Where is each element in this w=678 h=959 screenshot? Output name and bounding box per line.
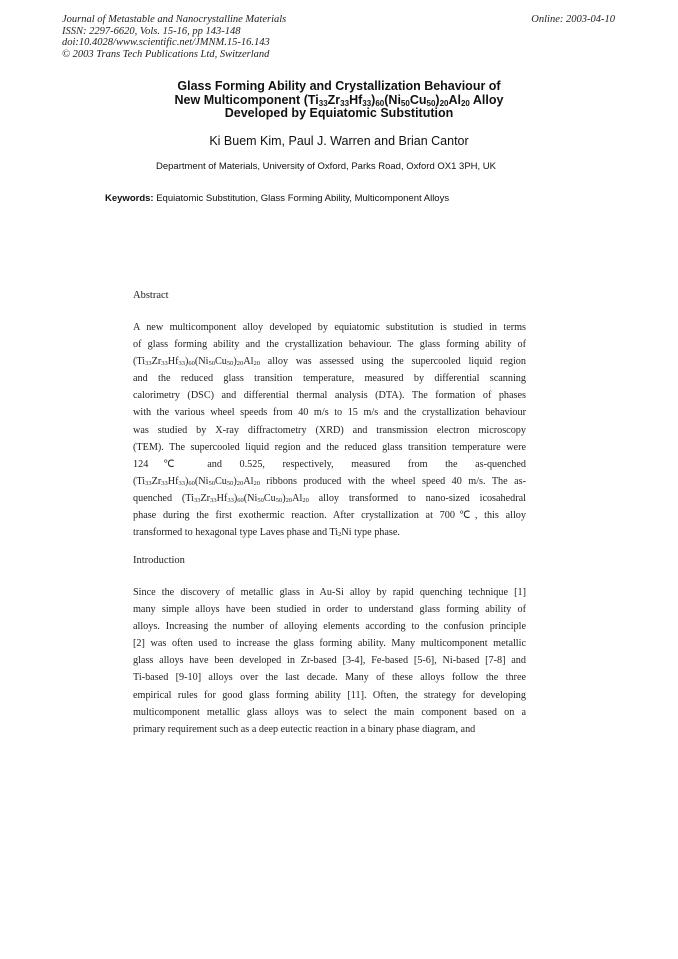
subscript: 33 [145, 479, 152, 487]
journal-name: Journal of Metastable and Nanocrystalline Materials [62, 14, 287, 25]
title-subscript: 33 [362, 98, 372, 108]
abstract-heading: Abstract [133, 290, 169, 301]
affiliation: Department of Materials, University of Oxford, Parks Road, Oxford OX1 3PH, UK [155, 161, 496, 172]
abstract-body [133, 319, 526, 541]
introduction-line: primary requirement such as a deep eutectic reaction in a binary phase diagram, and [133, 723, 476, 735]
subscript: 50 [226, 479, 234, 487]
title-subscript: 33 [340, 98, 350, 108]
keywords-text: Equiatomic Substitution, Glass Forming Ability, Multicomponent Alloys [156, 193, 450, 204]
subscript: 20 [302, 496, 309, 504]
abstract-line: of glass forming ability and the crystallization behaviour. The glass forming ability of [133, 339, 526, 351]
introduction-line: empirical rules for good glass forming ability [11]. Often, the strategy for developing [133, 689, 526, 701]
subscript: 50 [208, 479, 215, 487]
title-subscript: 60 [375, 98, 385, 108]
subscript: 20 [253, 479, 260, 487]
subscript: 33 [193, 496, 201, 504]
subscript: 50 [208, 360, 215, 368]
subscript: 33 [178, 360, 185, 368]
introduction-line: Since the discovery of metallic glass in Au-Si alloy by rapid quenching technique [1] [133, 587, 526, 598]
title-line-2 [100, 94, 578, 108]
subscript: 2 [338, 531, 342, 539]
title-text-part: Cu [409, 92, 427, 107]
title-text-part: ) [435, 92, 440, 107]
subscript: 50 [275, 496, 283, 504]
subscript: 50 [226, 360, 234, 368]
abstract-line: with the various wheel speeds from 40 m/s to 15 m/s and the crystallization behaviour [133, 407, 526, 419]
title-subscript: 50 [426, 98, 436, 108]
subscript: 60 [237, 496, 244, 504]
title-line-3: Developed by Equiatomic Substitution [224, 106, 454, 120]
abstract-line: calorimetry (DSC) and differential thermal analysis (DTA). The formation of phases [133, 390, 526, 402]
introduction-line: glass alloys have been developed in Zr-based [3-4], Fe-based [5-6], Ni-based [7-8] and [133, 655, 526, 667]
authors: Ki Buem Kim, Paul J. Warren and Brian Cantor [209, 134, 469, 148]
abstract-line: (TEM). The supercooled liquid region and the reduced glass transition temperature were [133, 441, 526, 453]
subscript: 60 [188, 479, 195, 487]
issn-line: ISSN: 2297-6620, Vols. 15-16, pp 143-148 [62, 25, 241, 37]
introduction-line: multicomponent metallic glass alloys was to select the main component based on a [133, 706, 526, 718]
subscript: 33 [161, 360, 168, 368]
introduction-line: many simple alloys have been studied in order to understand glass forming ability of [133, 604, 526, 616]
title-text-part: Zr [327, 92, 341, 107]
subscript: 33 [178, 479, 185, 487]
title-text-part: (Ni [384, 92, 401, 107]
subscript: 33 [227, 496, 234, 504]
subscript: 20 [236, 479, 244, 487]
introduction-line: Ti-based [9-10] alloys over the last decade. Many of these alloys follow the three [133, 672, 526, 684]
abstract-line: phase during the first exothermic reaction. After crystallization at 700℃, this alloy [133, 510, 526, 522]
subscript: 50 [257, 496, 264, 504]
introduction-heading: Introduction [133, 555, 185, 566]
abstract-line: quenched $(Ti_{33}Zr_{33}Hf_{33})_{60}(Ni_{50}Cu_{50})_{20}Al_{20}$ alloy transformed to nano-sized icosahedral [133, 492, 526, 504]
abstract-line: $(Ti_{33}Zr_{33}Hf_{33})_{60}(Ni_{50}Cu_{50})_{20}Al_{20}$ ribbons produced with the wheel speed 40 m/s. The as- [133, 475, 526, 487]
abstract-line: was studied by X-ray diffractometry (XRD) and transmission electron microscopy [133, 424, 526, 436]
keywords [105, 193, 449, 204]
paper-title [100, 80, 578, 121]
doi-line: doi:10.4028/www.scientific.net/JMNM.15-16.143 [62, 37, 270, 48]
subscript: 20 [285, 496, 293, 504]
title-text-part: Hf [349, 92, 363, 107]
title-text-part: ) [371, 92, 376, 107]
title-subscript: 20 [460, 98, 470, 108]
introduction-line: [2] was often used to increase the glass forming ability. Many multicomponent metallic [133, 638, 526, 650]
online-date: Online: 2003-04-10 [531, 14, 615, 25]
abstract-line: 124℃ and 0.525, respectively, measured from the as-quenched [133, 458, 526, 470]
title-text-part: New Multicomponent (Ti [174, 92, 319, 107]
title-text-part: Alloy [469, 92, 504, 107]
journal-meta [62, 14, 286, 60]
title-text-part: Al [448, 92, 461, 107]
subscript: 33 [145, 360, 152, 368]
subscript: 20 [236, 360, 244, 368]
subscript: 33 [161, 479, 168, 487]
subscript: 20 [253, 360, 260, 368]
copyright-line: © 2003 Trans Tech Publications Ltd, Switzerland [62, 48, 270, 60]
subscript: 33 [210, 496, 217, 504]
keywords-label: Keywords: [105, 193, 154, 204]
title-subscript: 50 [400, 98, 410, 108]
subscript: 60 [188, 360, 195, 368]
introduction-body [133, 584, 526, 738]
introduction-line: alloys. Increasing the number of alloying elements according to the confusion principle [133, 621, 526, 633]
abstract-line: transformed to hexagonal type Laves phase and $Ti_2Ni$ type phase. [133, 527, 400, 539]
abstract-line: A new multicomponent alloy developed by equiatomic substitution is studied in terms [133, 322, 526, 333]
abstract-line: $(Ti_{33}Zr_{33}Hf_{33})_{60}(Ni_{50}Cu_{50})_{20}Al_{20}$ alloy was assessed using the supercooled liquid region [133, 356, 526, 368]
title-subscript: 20 [439, 98, 449, 108]
abstract-line: and the reduced glass transition temperature, measured by differential scanning [133, 373, 526, 385]
title-subscript: 33 [318, 98, 328, 108]
title-line-1: Glass Forming Ability and Crystallization Behaviour of [177, 79, 501, 93]
